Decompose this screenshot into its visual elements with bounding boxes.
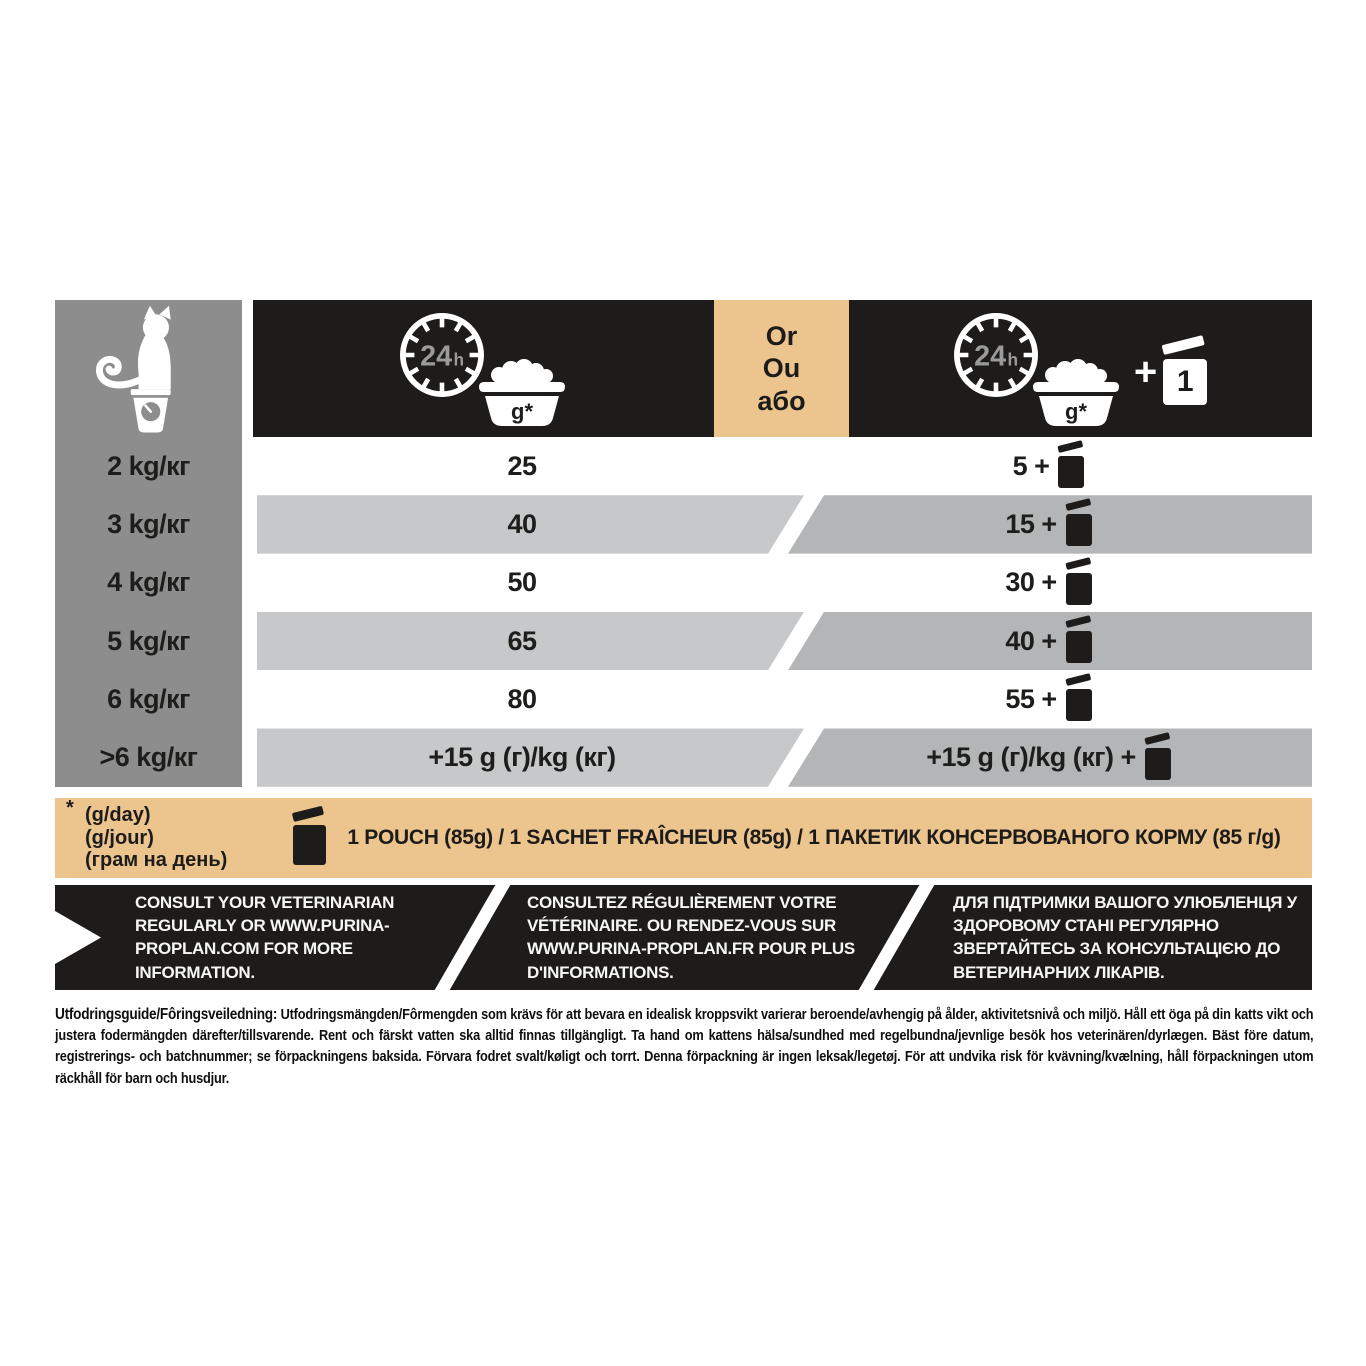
weight-label: 6 kg/кг bbox=[107, 683, 190, 714]
mix-amount bbox=[787, 728, 1312, 786]
pouch-definition-text: 1 POUCH (85g) / 1 SACHET FRAÎCHEUR (85g) / 1 ПАКЕТИК КОНСЕРВОВАНОГО КОРМУ (85 г/g) bbox=[347, 826, 1281, 849]
vet-text-en: CONSULT YOUR VETERINARIAN REGULARLY OR WWW.PURINA-PROPLAN.COM FOR MORE INFORMATION. bbox=[135, 892, 395, 982]
table-row bbox=[257, 554, 1312, 612]
weight-label: >6 kg/кг bbox=[99, 742, 198, 773]
mix-value: 55 + bbox=[1005, 683, 1057, 714]
cat-on-scale-icon bbox=[90, 304, 208, 436]
pouch-icon bbox=[1066, 619, 1094, 663]
mix-value: +15 g (г)/kg (кг) + bbox=[926, 742, 1136, 773]
table-row bbox=[257, 728, 1312, 786]
dry-amount: 65 bbox=[507, 625, 537, 656]
table-row bbox=[257, 495, 1312, 553]
mix-value: 15 + bbox=[1005, 508, 1057, 539]
table-row bbox=[257, 612, 1312, 670]
food-bowl-icon bbox=[1026, 356, 1126, 430]
pouch-icon bbox=[1163, 342, 1211, 406]
mix-amount bbox=[787, 437, 1312, 495]
weight-label: 5 kg/кг bbox=[107, 625, 190, 656]
clock-unit: h bbox=[1007, 349, 1018, 370]
pouch-icon bbox=[1066, 502, 1094, 546]
or-label-fr: Ou bbox=[762, 353, 801, 384]
feeding-table bbox=[55, 300, 1312, 790]
feeding-note-body: Utfodringsmängden/Fôrmengden som krävs för att bevara en idealisk kroppsvikt varierar beroende/avhengig på ålder, aktivitetsnivå och miljö. Håll ett öga på din katts vikt och justera fodermängden därefter/tillsvarende. Rent och färskt vatten ska alltid finnas tillgängligt. Ta hand om kattens hälsa/sundhed med regelbundna/jevnlige besök hos veterinären/dyrlægen. Bäst före datum, registrerings- och batchnummer; se förpackningens baksida. Förvara fodret svalt/køligt och torrt. Denna förpackning är ingen leksak/legetøj. För att undvika risk för kvävning/kvælning, håll förpackningen utom räckhåll för barn och husdjur. bbox=[55, 1007, 1314, 1087]
food-bowl-icon bbox=[472, 356, 572, 430]
bowl-grams-label: g* bbox=[1064, 399, 1087, 424]
pouch-icon bbox=[1066, 561, 1094, 605]
arrow-notch bbox=[55, 911, 101, 964]
pouch-count: 1 bbox=[1163, 359, 1207, 405]
header-dry-food bbox=[253, 300, 714, 437]
asterisk: * bbox=[66, 797, 74, 820]
dry-amount: 80 bbox=[507, 683, 537, 714]
per-day-uk: (грам на день) bbox=[85, 849, 228, 872]
mix-amount bbox=[787, 554, 1312, 612]
pouch-icon bbox=[1058, 444, 1086, 488]
mix-value: 40 + bbox=[1005, 625, 1057, 656]
feeding-note-paragraph bbox=[55, 1004, 1313, 1090]
mix-amount bbox=[787, 495, 1312, 553]
pouch-icon bbox=[1145, 736, 1173, 780]
clock-unit: h bbox=[453, 349, 464, 370]
weight-label: 4 kg/кг bbox=[107, 567, 190, 598]
clock-value: 24 bbox=[419, 340, 452, 373]
header-mixed-feeding bbox=[849, 300, 1312, 437]
bowl-grams-label: g* bbox=[510, 399, 533, 424]
vet-text-fr: CONSULTEZ RÉGULIÈREMENT VOTRE VÉTÉRINAIRE. OU RENDEZ-VOUS SUR WWW.PURINA-PROPLAN.FR POUR PLUS D'INFORMATIONS. bbox=[527, 892, 855, 982]
pouch-icon bbox=[1066, 677, 1094, 721]
dry-amount: 25 bbox=[507, 450, 537, 481]
dry-amount: 40 bbox=[507, 508, 537, 539]
mix-value: 30 + bbox=[1005, 567, 1057, 598]
veterinarian-banner bbox=[55, 885, 1312, 990]
weight-label: 2 kg/кг bbox=[107, 450, 190, 481]
header-or-cell bbox=[714, 300, 849, 437]
pouch-definition bbox=[292, 811, 1312, 865]
pouch-icon bbox=[293, 811, 329, 865]
dry-amount: 50 bbox=[507, 567, 537, 598]
feeding-note-lead: Utfodringsguide/Fôringsveiledning: bbox=[55, 1006, 278, 1023]
mix-value: 5 + bbox=[1012, 450, 1050, 481]
weight-column bbox=[55, 300, 242, 787]
pouch-footnote-strip bbox=[55, 798, 1312, 878]
table-row bbox=[257, 670, 1312, 728]
per-day-fr: (g/jour) bbox=[85, 826, 154, 849]
grams-per-day-note bbox=[55, 797, 292, 872]
clock-value: 24 bbox=[973, 340, 1006, 373]
or-label-uk: або bbox=[757, 385, 806, 416]
pouch-lid bbox=[1162, 335, 1205, 355]
plus-sign: + bbox=[1133, 350, 1158, 394]
cat-on-scale-wrap bbox=[90, 304, 208, 441]
or-label-en: Or bbox=[765, 320, 798, 351]
weight-label: 3 kg/кг bbox=[107, 508, 190, 539]
table-row bbox=[257, 437, 1312, 495]
weight-labels bbox=[55, 437, 242, 787]
table-rows bbox=[257, 437, 1312, 787]
dry-amount: +15 g (г)/kg (кг) bbox=[428, 742, 616, 773]
vet-text-uk: ДЛЯ ПІДТРИМКИ ВАШОГО УЛЮБЛЕНЦЯ У ЗДОРОВОМУ СТАНІ РЕГУЛЯРНО ЗВЕРТАЙТЕСЬ ЗА КОНСУЛЬТАЦІЄЮ ДО ВЕТЕРИНАРНИХ ЛІКАРІВ. bbox=[953, 892, 1297, 982]
mix-amount bbox=[787, 670, 1312, 728]
per-day-en: (g/day) bbox=[85, 804, 151, 827]
mix-amount bbox=[787, 612, 1312, 670]
